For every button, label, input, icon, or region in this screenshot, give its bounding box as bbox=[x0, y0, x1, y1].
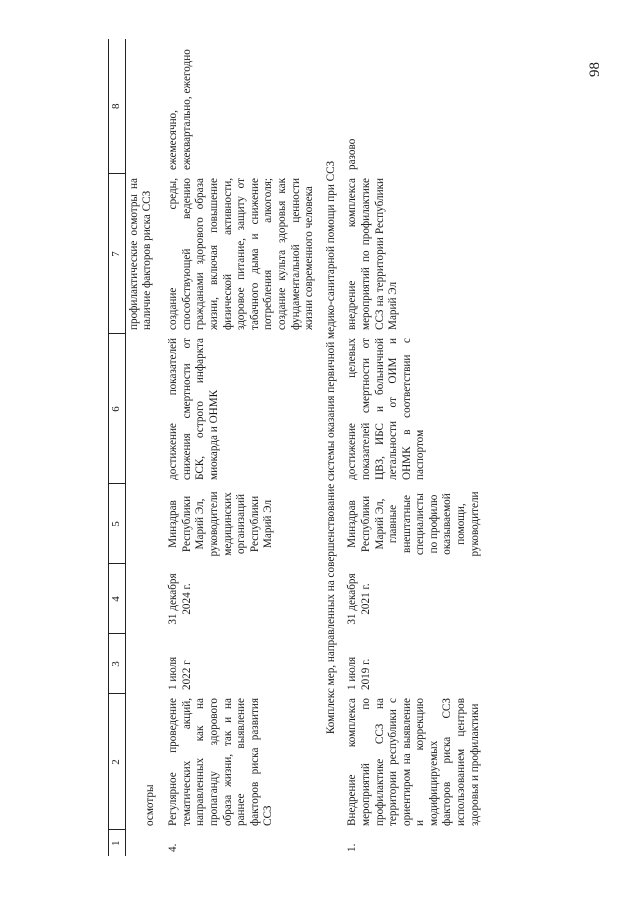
row-number: 4. bbox=[167, 843, 180, 852]
header-col-1: 1 bbox=[109, 830, 126, 856]
rotated-table-page bbox=[108, 39, 540, 856]
frequency: разово bbox=[346, 138, 359, 170]
responsible bbox=[125, 484, 159, 564]
indicator bbox=[125, 334, 159, 484]
start-date: 1 июля 2019 г. bbox=[346, 656, 372, 690]
table-row bbox=[125, 39, 159, 856]
table-row bbox=[344, 39, 484, 856]
section-title: Комплекс мер, направленных на совершенствование системы оказания первичной медико-санитарной помощи при ССЗ bbox=[324, 160, 337, 735]
header-col-4: 4 bbox=[109, 564, 126, 634]
header-col-7: 7 bbox=[109, 174, 126, 334]
end-date bbox=[125, 564, 159, 634]
frequency: ежемесячно, ежеквартально, ежегодно bbox=[167, 49, 193, 170]
section-heading-row bbox=[319, 39, 345, 856]
measure-name: Регулярное проведение тематических акций, направленных как на пропаганду здорового образа жизни, так и на раннее выявление факторов риска развития ССЗ bbox=[167, 698, 275, 826]
table-row bbox=[165, 39, 319, 856]
expected-result: создание среды, способствующей ведению гражданами здорового образа жизни, включая повышение физической активности, здоровое питание, защиту от табачного дыма и снижение потребления алкоголя; создание культа здоровья как фундаментальной ценности жизни современного человека bbox=[167, 178, 316, 330]
end-date: 31 декабря 2024 г. bbox=[167, 573, 193, 625]
header-col-2: 2 bbox=[109, 694, 126, 830]
start-date bbox=[125, 634, 159, 694]
header-col-3: 3 bbox=[109, 634, 126, 694]
column-number-header bbox=[109, 39, 126, 856]
row-number: 1. bbox=[346, 843, 359, 852]
indicator: достижение целевых показателей смертности от ЦВЗ, ИБС и больничной летальности от ОИМ и ОНМК в соответствии с паспортом bbox=[346, 338, 427, 480]
header-col-8: 8 bbox=[109, 39, 126, 174]
responsible: Минздрав Республики Марий Эл, руководители медицинских организаций Республики Марий Эл bbox=[167, 491, 275, 557]
measure-name: осмотры bbox=[143, 784, 156, 826]
header-col-6: 6 bbox=[109, 334, 126, 484]
frequency bbox=[125, 39, 159, 174]
responsible: Минздрав Республики Марий Эл, главные внештатные специалисты по профилю оказываемой помощи, руководители bbox=[346, 491, 481, 557]
expected-result: профилактические осмотры на наличие факторов риска ССЗ bbox=[127, 178, 154, 330]
start-date: 1 июля 2022 г bbox=[167, 656, 193, 690]
measures-table bbox=[108, 39, 484, 856]
header-col-5: 5 bbox=[109, 484, 126, 564]
expected-result: внедрение комплекса мероприятий по профилактике ССЗ на территории Республики Марий Эл bbox=[346, 178, 400, 330]
indicator: достижение показателей снижения смертности от БСК, острого инфаркта миокарда и ОНМК bbox=[167, 338, 220, 480]
page-number: 98 bbox=[587, 62, 603, 77]
row-number bbox=[125, 830, 159, 856]
measure-name: Внедрение комплекса мероприятий по профилактике ССЗ на территории республики с ориентиром на выявление и коррекцию модифицируемых факторов риска ССЗ использованием центров здоровья и профилактики bbox=[346, 698, 481, 826]
end-date: 31 декабря 2021 г. bbox=[346, 573, 372, 625]
